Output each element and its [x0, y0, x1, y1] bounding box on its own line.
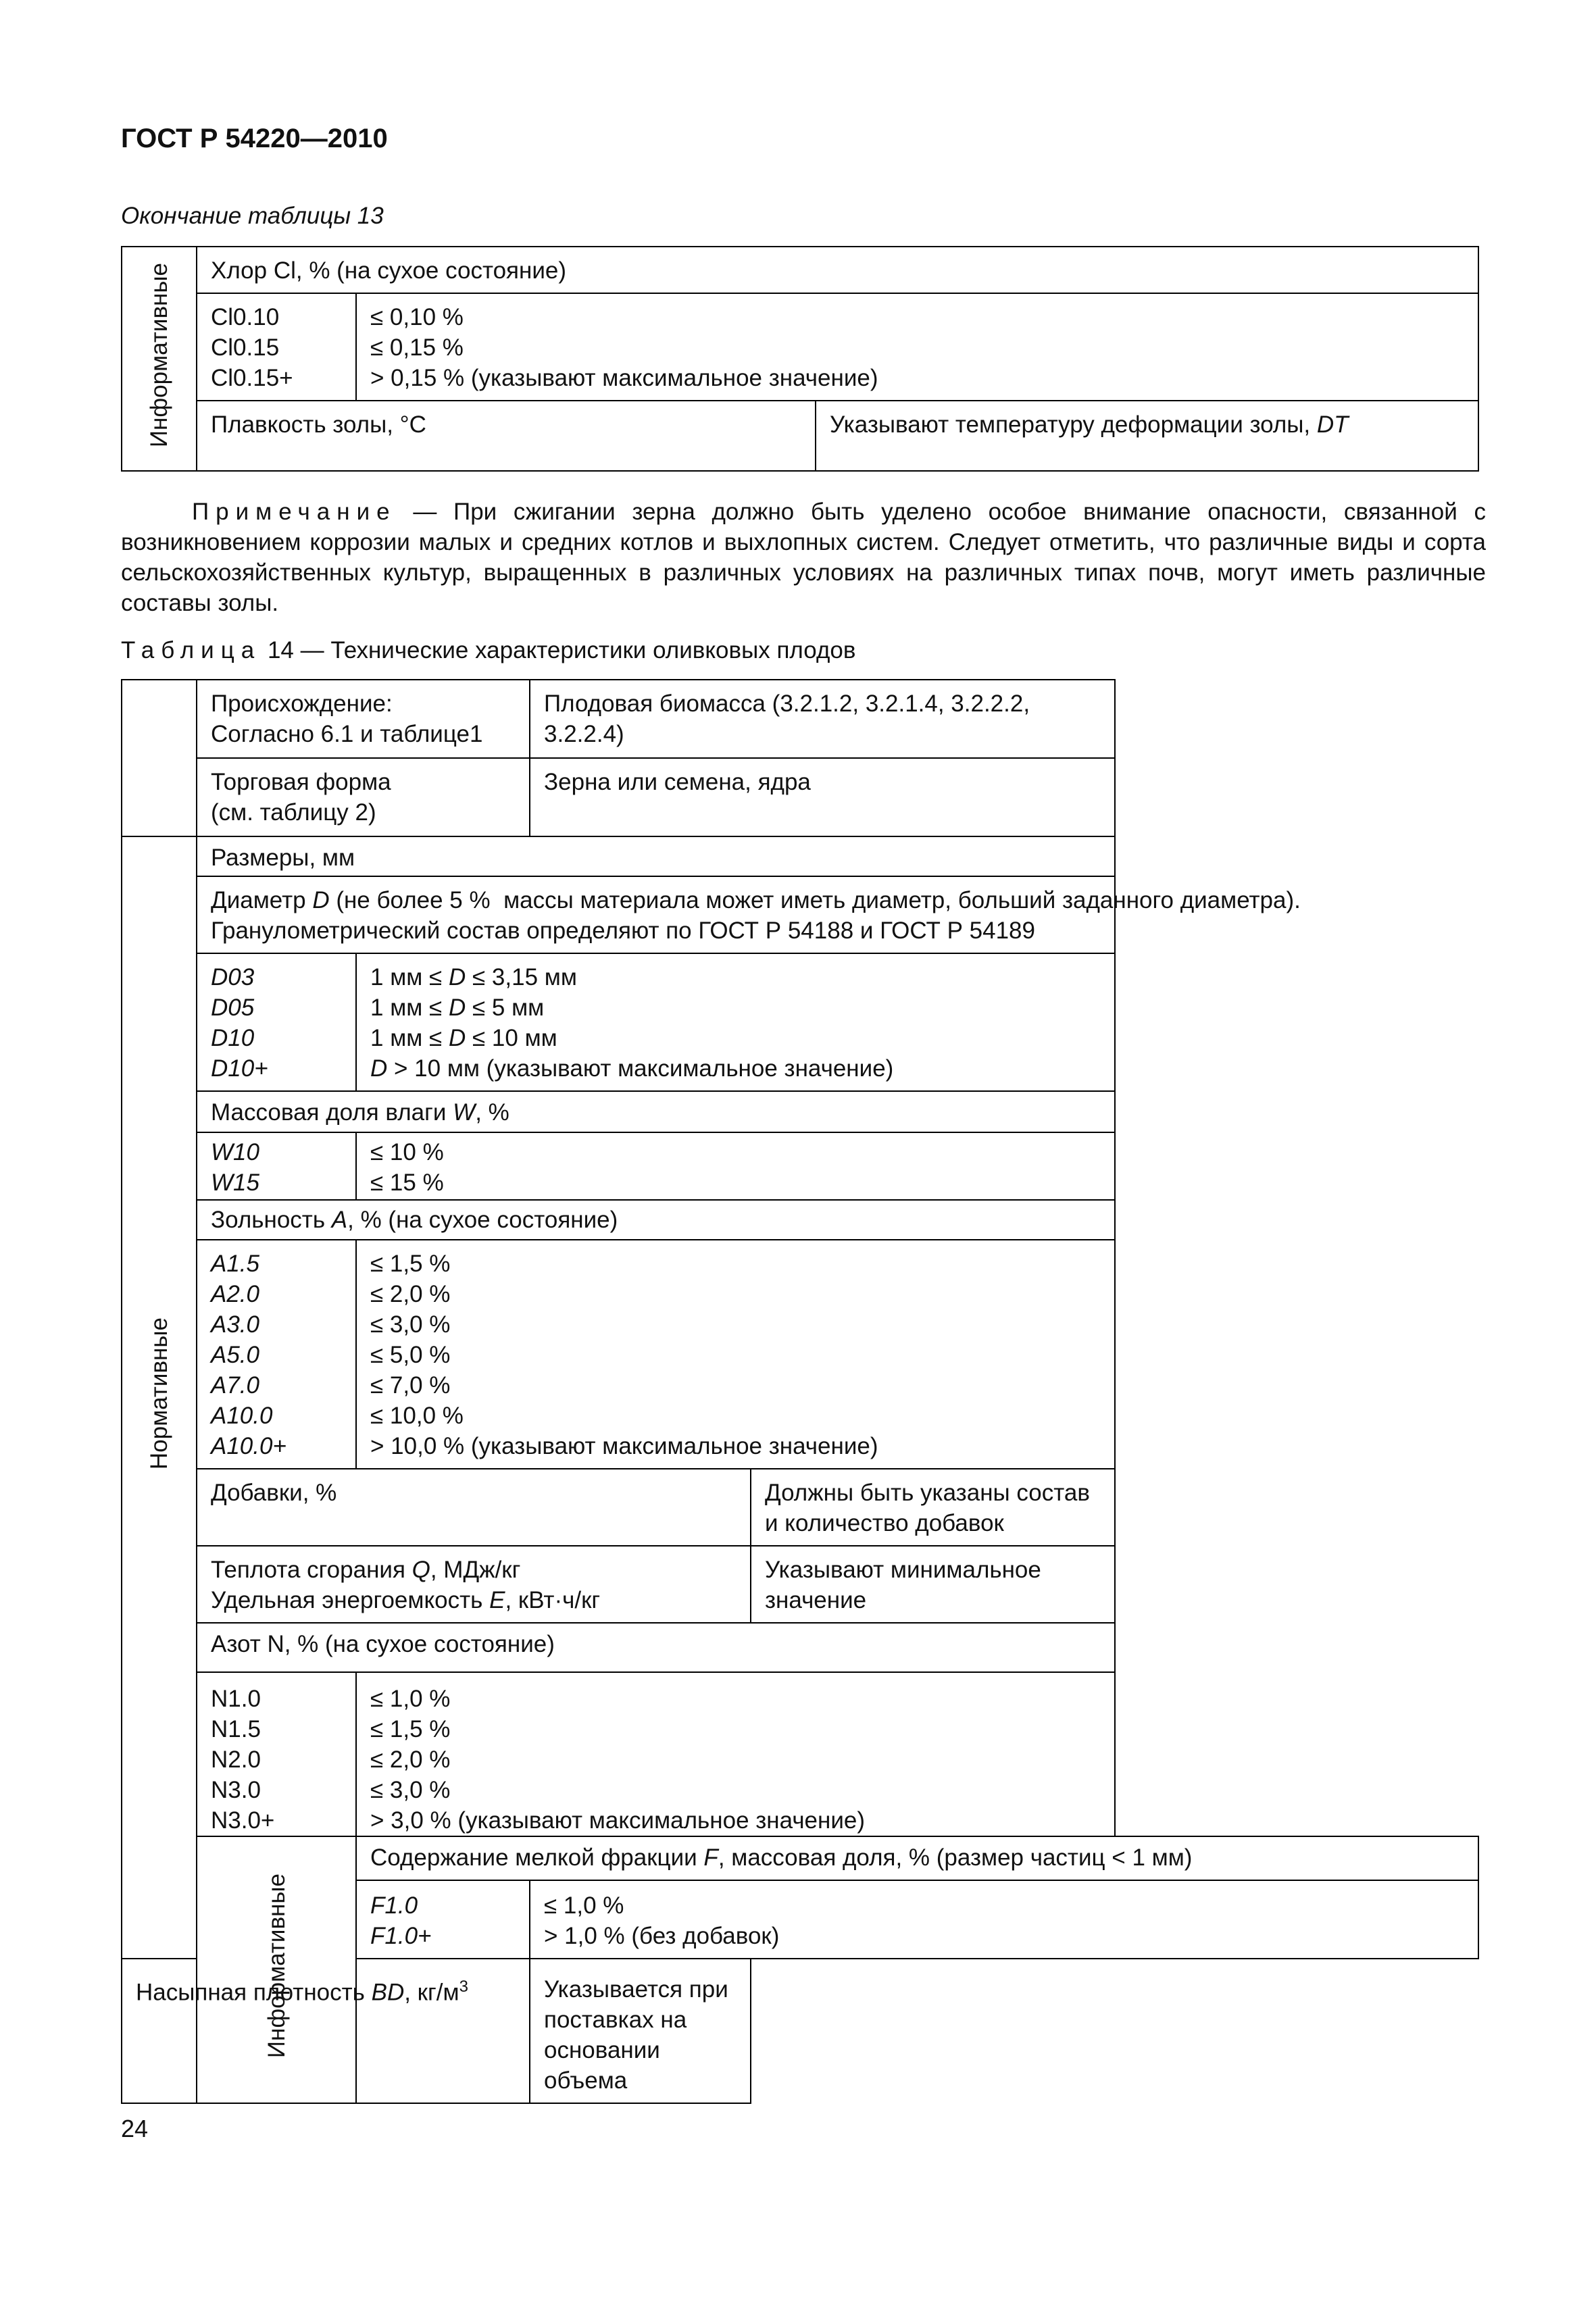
- diameter-values-cell: [356, 953, 1115, 1091]
- table13-caption-text: Окончание таблицы 13: [121, 203, 384, 229]
- value: ≤ 3,0 %: [370, 1311, 451, 1338]
- diameter-codes-cell: [197, 953, 356, 1091]
- value: > 3,0 % (указывают максимальное значение): [370, 1807, 866, 1834]
- value: > 10,0 % (указывают максимальное значение): [370, 1433, 878, 1459]
- table-row: [122, 401, 1478, 471]
- note-text: — При сжигании зерна должно быть уделено особое внимание опасности, связанной с возникновением коррозии малых и средних котлов и выхлопных систем. Следует отметить, что различные виды и сорта сельскохозяйственных культур, выращенных в различных условиях на различных типах почв, могут иметь различные составы золы.: [121, 499, 1486, 616]
- table-row: [122, 758, 1478, 836]
- value: > 1,0 % (без добавок): [544, 1923, 780, 1949]
- code: W15: [211, 1169, 259, 1196]
- value: > 0,15 % (указывают максимальное значение): [370, 365, 878, 391]
- value: ≤ 1,0 %: [544, 1892, 624, 1919]
- bulk-value-cell: Указывается при поставках на основании объема: [530, 1959, 751, 2103]
- origin-label-cell: [197, 680, 530, 758]
- table-row: [122, 1836, 1478, 1880]
- table-row: [122, 1469, 1478, 1546]
- code: A2.0: [211, 1281, 259, 1307]
- code: N3.0+: [211, 1807, 275, 1834]
- nitrogen-values-cell: [356, 1672, 1115, 1836]
- code: Cl0.15: [211, 334, 280, 361]
- side-label-informative-2: Информативные: [263, 1873, 290, 2059]
- ash-title-cell: Зольность A, % (на сухое состояние): [197, 1200, 1115, 1240]
- nitrogen-title-cell: Азот N, % (на сухое состояние): [197, 1623, 1115, 1672]
- side-label-informative: Информативные: [146, 262, 172, 448]
- chlorine-title-cell: Хлор Cl, % (на сухое состояние): [197, 247, 1478, 293]
- code: D10+: [211, 1055, 268, 1082]
- table-row: [122, 680, 1478, 758]
- value: ≤ 1,5 %: [370, 1716, 451, 1742]
- fines-values-cell: [530, 1880, 1478, 1959]
- nitrogen-codes-cell: [197, 1672, 356, 1836]
- code: A1.5: [211, 1251, 259, 1277]
- table13-caption: [121, 203, 384, 230]
- table-row: [122, 1091, 1478, 1132]
- ash-codes-cell: [197, 1240, 356, 1469]
- value: ≤ 15 %: [370, 1169, 444, 1196]
- code: A10.0: [211, 1403, 273, 1429]
- moisture-values-cell: [356, 1132, 1115, 1200]
- origin-ref: Согласно 6.1 и таблице1: [211, 721, 483, 747]
- table-row: [122, 1623, 1478, 1672]
- heat-value-cell: Указывают минимальное значение: [751, 1546, 1115, 1623]
- value: ≤ 0,10 %: [370, 304, 464, 330]
- table-13: [121, 246, 1479, 472]
- document-header: ГОСТ Р 54220—2010: [121, 124, 388, 153]
- note-prefix: Примечание: [192, 499, 397, 525]
- heat-label-cell: [197, 1546, 751, 1623]
- code: N2.0: [211, 1746, 261, 1773]
- origin-label: Происхождение:: [211, 690, 393, 717]
- table-14: [121, 679, 1479, 2104]
- code: N1.5: [211, 1716, 261, 1742]
- table-row: [122, 293, 1478, 401]
- fines-title-cell: Содержание мелкой фракции F, массовая доля, % (размер частиц < 1 мм): [356, 1836, 1478, 1880]
- table-row: [122, 1959, 1478, 2103]
- value: ≤ 0,15 %: [370, 334, 464, 361]
- value: ≤ 7,0 %: [370, 1372, 451, 1399]
- value: ≤ 2,0 %: [370, 1281, 451, 1307]
- side-blank-cell: [122, 680, 197, 836]
- code: N3.0: [211, 1777, 261, 1803]
- table-row: [122, 876, 1478, 953]
- sizes-title-cell: Размеры, мм: [197, 836, 1115, 876]
- table-row: [122, 1200, 1478, 1240]
- diameter-method: Гранулометрический состав определяют по ГОСТ Р 54188 и ГОСТ Р 54189: [211, 917, 1035, 944]
- energy-label: Удельная энергоемкость E, кВт·ч/кг: [211, 1587, 601, 1613]
- code: A7.0: [211, 1372, 259, 1399]
- bulk-label-cell: Насыпная плотность BD, $кг/м^3$: [122, 1959, 530, 2103]
- page-number: 24: [121, 2115, 149, 2142]
- chlorine-values-cell: [356, 293, 1478, 401]
- value: ≤ 10,0 %: [370, 1403, 464, 1429]
- diameter-text-cell: [197, 876, 1301, 953]
- code: A10.0+: [211, 1433, 286, 1459]
- note-paragraph: [121, 497, 1486, 618]
- chlorine-codes-cell: [197, 293, 356, 401]
- code: D03: [211, 964, 255, 990]
- moisture-codes-cell: [197, 1132, 356, 1200]
- fines-codes-cell: [356, 1880, 530, 1959]
- code: Cl0.10: [211, 304, 280, 330]
- code: A3.0: [211, 1311, 259, 1338]
- moisture-title-cell: Массовая доля влаги W, %: [197, 1091, 1115, 1132]
- code: F1.0+: [370, 1923, 432, 1949]
- heat-label: Теплота сгорания Q, МДж/кг: [211, 1557, 521, 1583]
- code: Cl0.15+: [211, 365, 293, 391]
- ash-values-cell: [356, 1240, 1115, 1469]
- value: ≤ 1,5 %: [370, 1251, 451, 1277]
- additives-value-cell: Должны быть указаны состав и количество добавок: [751, 1469, 1115, 1546]
- value: ≤ 5,0 %: [370, 1342, 451, 1368]
- ash-melting-value-cell: Указывают температуру деформации золы, DT: [816, 401, 1478, 471]
- ash-melting-label-cell: Плавкость золы, °С: [197, 401, 816, 471]
- value: ≤ 2,0 %: [370, 1746, 451, 1773]
- side-label-normative: Нормативные: [146, 1317, 172, 1470]
- value: ≤ 3,0 %: [370, 1777, 451, 1803]
- trade-label-cell: [197, 758, 530, 836]
- diameter-desc: Диаметр D (не более 5 % массы материала может иметь диаметр, больший заданного диаметра).: [211, 887, 1301, 913]
- trade-label: Торговая форма: [211, 769, 391, 795]
- code: D10: [211, 1025, 255, 1051]
- value: 1 мм ≤ D ≤ 3,15 мм: [370, 964, 577, 990]
- origin-value-cell: Плодовая биомасса (3.2.1.2, 3.2.1.4, 3.2.2.2, 3.2.2.4): [530, 680, 1115, 758]
- table14-caption-prefix: Таблица: [121, 637, 261, 663]
- value: 1 мм ≤ D ≤ 10 мм: [370, 1025, 557, 1051]
- table14-caption: [121, 637, 855, 664]
- additives-label-cell: Добавки, %: [197, 1469, 751, 1546]
- table-row: [122, 953, 1478, 1091]
- table-row: [122, 247, 1478, 293]
- code: F1.0: [370, 1892, 418, 1919]
- trade-value-cell: Зерна или семена, ядра: [530, 758, 1115, 836]
- table14-caption-text: 14 — Технические характеристики оливковых плодов: [261, 637, 856, 663]
- value: ≤ 1,0 %: [370, 1686, 451, 1712]
- table-row: [122, 1546, 1478, 1623]
- table-row: [122, 836, 1478, 876]
- code: D05: [211, 995, 255, 1021]
- table-row: [122, 1132, 1478, 1200]
- code: N1.0: [211, 1686, 261, 1712]
- trade-ref: (см. таблицу 2): [211, 799, 376, 826]
- value: 1 мм ≤ D ≤ 5 мм: [370, 995, 545, 1021]
- side-normative-cell: [122, 836, 197, 1959]
- value: ≤ 10 %: [370, 1139, 444, 1165]
- code: W10: [211, 1139, 259, 1165]
- table-row: [122, 1672, 1478, 1836]
- side-label-cell: [122, 247, 197, 471]
- value: D > 10 мм (указывают максимальное значение): [370, 1055, 894, 1082]
- table-row: [122, 1240, 1478, 1469]
- code: A5.0: [211, 1342, 259, 1368]
